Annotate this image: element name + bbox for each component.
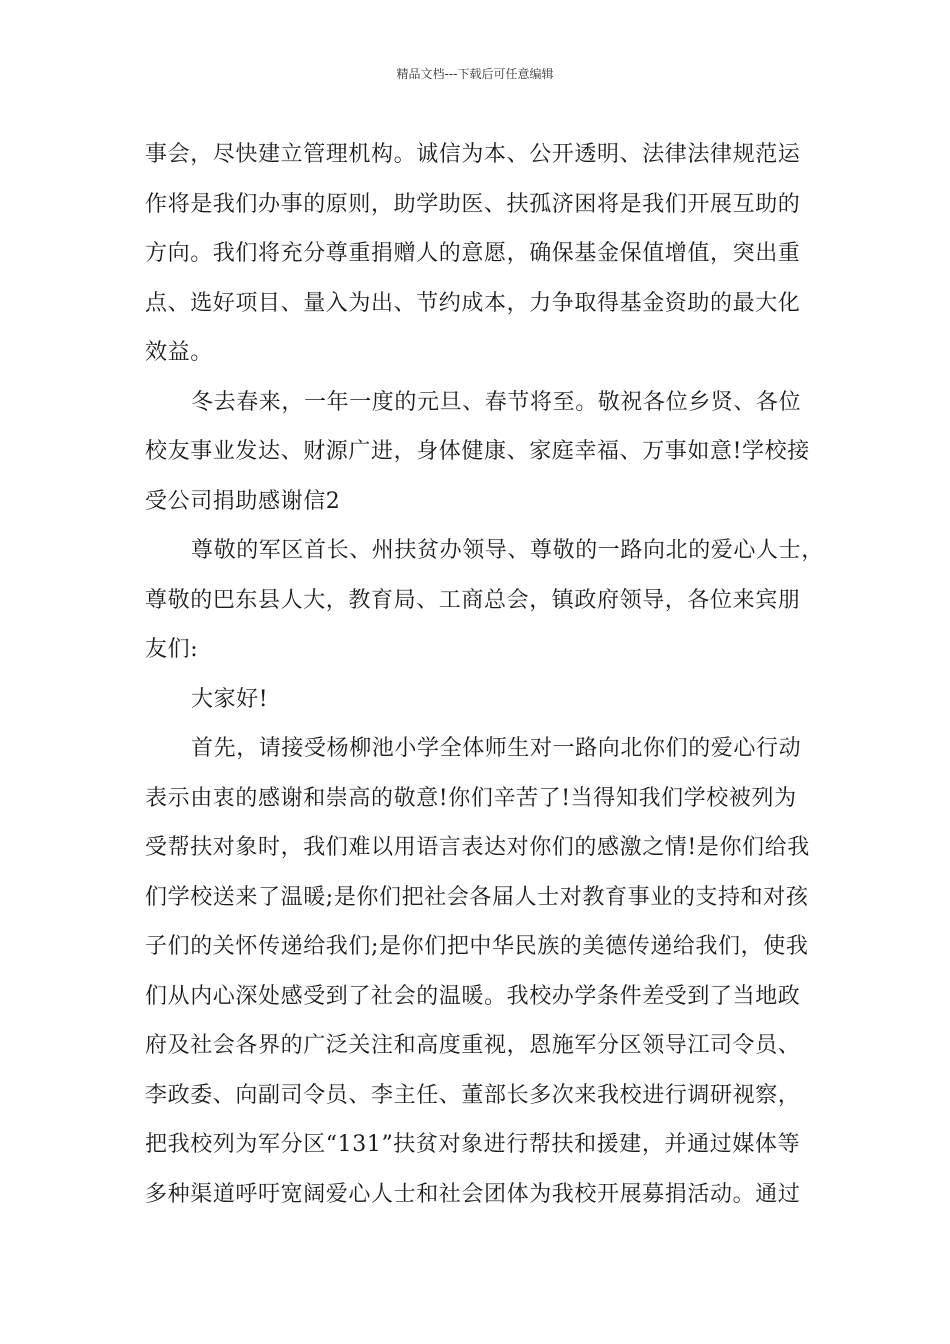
text-line: 们从内心深处感受到了社会的温暖。我校办学条件差受到了当地政 bbox=[145, 983, 801, 1009]
paragraph-start-line: 尊敬的军区首长、州扶贫办领导、尊敬的一路向北的爱心人士， bbox=[191, 538, 824, 563]
text-line: 方向。我们将充分尊重捐赠人的意愿，确保基金保值增值，突出重 bbox=[145, 241, 801, 266]
text-line: 尊敬的巴东县人大，教育局、工商总会，镇政府领导，各位来宾朋 bbox=[145, 587, 801, 613]
text-line: 受帮扶对象时，我们难以用语言表达对你们的感激之情!是你们给我 bbox=[145, 835, 810, 860]
text-line: 把我校列为军分区“131”扶贫对象进行帮扶和援建，并通过媒体等 bbox=[145, 1132, 801, 1157]
text-line: 作将是我们办事的原则，助学助医、扶孤济困将是我们开展互助的 bbox=[145, 191, 801, 217]
text-line: 校友事业发达、财源广进，身体健康、家庭幸福、万事如意!学校接 bbox=[145, 439, 810, 464]
text-line: 受公司捐助感谢信2 bbox=[145, 488, 341, 514]
text-line: 友们: bbox=[145, 637, 199, 662]
text-line: 们学校送来了温暖;是你们把社会各届人士对教育事业的支持和对孩 bbox=[145, 884, 809, 910]
paragraph-start-line: 大家好! bbox=[191, 686, 269, 712]
text-line: 多种渠道呼吁宽阔爱心人士和社会团体为我校开展募捐活动。通过 bbox=[145, 1181, 801, 1207]
text-line: 府及社会各界的广泛关注和高度重视，恩施军分区领导江司令员、 bbox=[145, 1033, 801, 1058]
text-line: 点、选好项目、量入为出、节约成本，力争取得基金资助的最大化 bbox=[145, 290, 801, 316]
text-line: 表示由衷的感谢和崇高的敬意!你们辛苦了!当得知我们学校被列为 bbox=[145, 785, 797, 811]
text-line: 李政委、向副司令员、李主任、董部长多次来我校进行调研视察， bbox=[145, 1082, 801, 1108]
text-line: 子们的关怀传递给我们;是你们把中华民族的美德传递给我们，使我 bbox=[145, 934, 809, 959]
page-header: 精品文档---下载后可任意编辑 bbox=[396, 67, 554, 81]
text-line: 事会，尽快建立管理机构。诚信为本、公开透明、法律法律规范运 bbox=[145, 142, 801, 167]
document-body bbox=[145, 130, 824, 1219]
paragraph-start-line: 冬去春来，一年一度的元旦、春节将至。敬祝各位乡贤、各位 bbox=[191, 389, 802, 415]
text-line: 效益。 bbox=[145, 340, 213, 365]
paragraph-start-line: 首先，请接受杨柳池小学全体师生对一路向北你们的爱心行动 bbox=[191, 736, 802, 761]
